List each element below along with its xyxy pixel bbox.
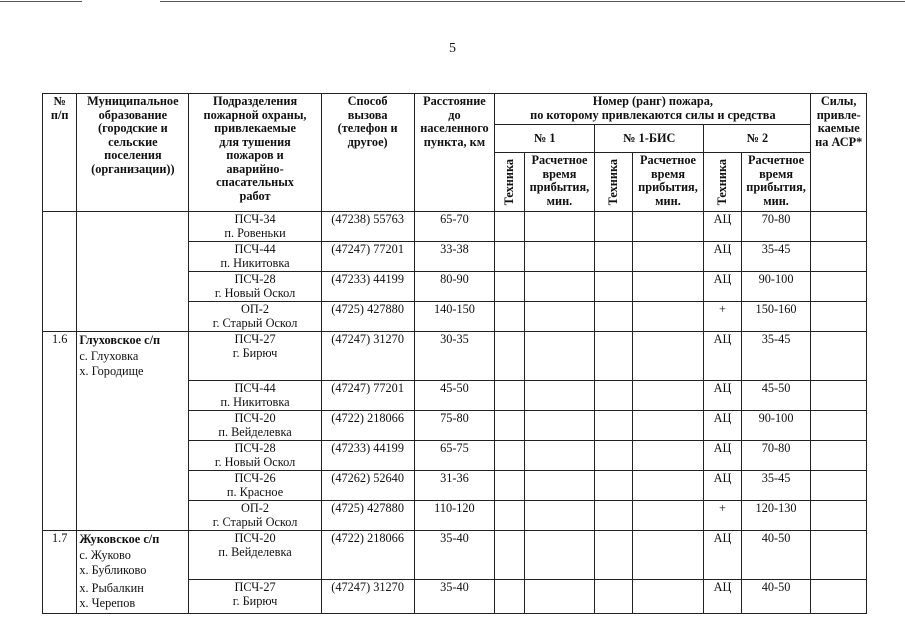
row-arrival-1 (524, 441, 595, 471)
subdivision-place: п. Никитовка (220, 255, 290, 270)
row-tech-2: АЦ (704, 531, 741, 580)
row-arrival-1bis (632, 242, 704, 272)
row-arrival-1 (524, 381, 595, 411)
row-subdivision (189, 531, 321, 580)
row-number (43, 212, 77, 242)
row-distance: 80-90 (414, 272, 495, 302)
row-tech-1bis (595, 332, 632, 381)
row-number (43, 242, 77, 272)
municipality-line: х. Рыбалкин (79, 580, 144, 595)
header-rank-1: № 1 (495, 125, 595, 153)
row-tech-1 (495, 501, 524, 531)
row-tech-1bis (595, 242, 632, 272)
row-distance: 140-150 (414, 302, 495, 332)
row-tech-1 (495, 302, 524, 332)
row-distance: 33-38 (414, 242, 495, 272)
row-number (43, 272, 77, 302)
row-municipality (77, 471, 189, 501)
subdivision-name: ПСЧ-27 (234, 332, 276, 346)
row-tech-1 (495, 332, 524, 381)
row-distance: 30-35 (414, 332, 495, 381)
row-number (43, 501, 77, 531)
row-arrival-1bis (632, 332, 704, 381)
row-number (43, 411, 77, 441)
header-arrival-1bis: Расчетное время прибытия, мин. (632, 153, 704, 212)
header-call-method: Способ вызова (телефон и другое) (321, 94, 414, 212)
row-municipality (77, 212, 189, 242)
table-row (43, 471, 867, 501)
row-arrival-2: 45-50 (741, 381, 811, 411)
row-arrival-2: 90-100 (741, 272, 811, 302)
row-arrival-1 (524, 471, 595, 501)
table-row (43, 381, 867, 411)
row-number (43, 302, 77, 332)
row-tech-2: АЦ (704, 411, 741, 441)
table-row (43, 242, 867, 272)
row-tech-1bis (595, 501, 632, 531)
row-asr (811, 302, 867, 332)
row-tech-1 (495, 381, 524, 411)
row-tech-1 (495, 580, 524, 614)
row-arrival-2: 35-45 (741, 332, 811, 381)
row-distance: 75-80 (414, 411, 495, 441)
table-row (43, 411, 867, 441)
header-fire-rank: Номер (ранг) пожара, по которому привлекаются силы и средства (495, 94, 811, 125)
top-rule-left (0, 1, 82, 2)
row-arrival-1 (524, 272, 595, 302)
row-tech-1 (495, 531, 524, 580)
row-municipality (77, 242, 189, 272)
row-tech-1 (495, 441, 524, 471)
subdivision-place: г. Бирюч (232, 593, 278, 608)
row-arrival-1bis (632, 471, 704, 501)
row-tech-2: + (704, 302, 741, 332)
row-municipality (77, 531, 189, 580)
row-municipality (77, 302, 189, 332)
row-municipality (77, 272, 189, 302)
row-tech-1bis (595, 302, 632, 332)
subdivision-place: г. Старый Оскол (212, 315, 298, 330)
row-tech-1bis (595, 272, 632, 302)
row-asr (811, 272, 867, 302)
subdivision-name: ПСЧ-28 (234, 272, 276, 286)
row-arrival-1 (524, 501, 595, 531)
subdivision-place: п. Вейделевка (218, 544, 292, 559)
row-asr (811, 441, 867, 471)
row-arrival-1 (524, 302, 595, 332)
row-distance: 31-36 (414, 471, 495, 501)
row-number: 1.7 (43, 531, 77, 580)
header-subdivision: Подразделения пожарной охраны, привлекаемые для тушения пожаров и аварийно- спасательных работ (189, 94, 321, 212)
row-asr (811, 531, 867, 580)
row-asr (811, 501, 867, 531)
row-phone: (47262) 52640 (321, 471, 414, 501)
row-tech-1 (495, 471, 524, 501)
header-municipality: Муниципальное образование (городские и сельские поселения (организации)) (77, 94, 189, 212)
row-phone: (47233) 44199 (321, 441, 414, 471)
table-header (43, 94, 867, 212)
subdivision-place: п. Красное (226, 484, 284, 499)
row-arrival-1 (524, 580, 595, 614)
row-arrival-1 (524, 411, 595, 441)
row-phone: (4722) 218066 (321, 531, 414, 580)
row-arrival-1bis (632, 302, 704, 332)
row-number (43, 471, 77, 501)
row-phone: (47247) 31270 (321, 332, 414, 381)
row-subdivision (189, 332, 321, 381)
subdivision-name: ПСЧ-27 (234, 580, 276, 594)
row-arrival-1bis (632, 381, 704, 411)
row-tech-2: АЦ (704, 580, 741, 614)
subdivision-place: п. Ровеньки (224, 225, 286, 240)
subdivision-name: ПСЧ-34 (234, 212, 276, 226)
row-distance: 65-70 (414, 212, 495, 242)
row-municipality (77, 381, 189, 411)
municipality-line: Жуковское с/п (79, 532, 160, 546)
municipality-line: х. Бубликово (79, 563, 147, 577)
row-tech-1 (495, 411, 524, 441)
row-tech-1bis (595, 441, 632, 471)
table-row (43, 501, 867, 531)
subdivision-place: г. Новый Оскол (214, 285, 296, 300)
subdivision-name: ПСЧ-44 (234, 242, 276, 256)
row-tech-1bis (595, 381, 632, 411)
row-tech-2: + (704, 501, 741, 531)
row-municipality (77, 411, 189, 441)
row-tech-2: АЦ (704, 212, 741, 242)
municipality-line: с. Жуково (79, 547, 131, 562)
row-arrival-1 (524, 332, 595, 381)
row-arrival-1bis (632, 441, 704, 471)
table-row (43, 332, 867, 381)
subdivision-name: ПСЧ-20 (234, 411, 276, 425)
row-phone: (4725) 427880 (321, 302, 414, 332)
row-subdivision (189, 212, 321, 242)
header-rank-1bis: № 1-БИС (595, 125, 704, 153)
row-asr (811, 471, 867, 501)
row-arrival-2: 40-50 (741, 580, 811, 614)
row-tech-1bis (595, 411, 632, 441)
row-tech-1 (495, 212, 524, 242)
row-tech-2: АЦ (704, 242, 741, 272)
table-body (43, 212, 867, 614)
row-tech-1 (495, 272, 524, 302)
subdivision-place: п. Никитовка (220, 394, 290, 409)
row-tech-1bis (595, 212, 632, 242)
row-tech-2: АЦ (704, 272, 741, 302)
row-arrival-1 (524, 212, 595, 242)
row-arrival-2: 90-100 (741, 411, 811, 441)
row-arrival-2: 40-50 (741, 531, 811, 580)
municipality-line: Глуховское с/п (79, 333, 161, 347)
row-subdivision (189, 302, 321, 332)
row-tech-2: АЦ (704, 332, 741, 381)
header-tech-2: Техника (704, 153, 741, 212)
page-number: 5 (449, 41, 456, 56)
row-number (43, 580, 77, 614)
table-row (43, 272, 867, 302)
row-arrival-2: 150-160 (741, 302, 811, 332)
row-subdivision (189, 501, 321, 531)
row-arrival-2: 70-80 (741, 212, 811, 242)
row-asr (811, 381, 867, 411)
subdivision-name: ОП-2 (241, 501, 270, 515)
row-subdivision (189, 441, 321, 471)
row-subdivision (189, 242, 321, 272)
row-asr (811, 411, 867, 441)
row-arrival-2: 120-130 (741, 501, 811, 531)
header-tech-1bis: Техника (595, 153, 632, 212)
row-arrival-1bis (632, 580, 704, 614)
table-row (43, 212, 867, 242)
subdivision-place: п. Вейделевка (218, 424, 292, 439)
row-distance: 45-50 (414, 381, 495, 411)
subdivision-name: ПСЧ-20 (234, 531, 276, 545)
row-tech-2: АЦ (704, 471, 741, 501)
header-arrival-1: Расчетное время прибытия, мин. (524, 153, 595, 212)
row-subdivision (189, 381, 321, 411)
row-tech-1bis (595, 531, 632, 580)
row-municipality (77, 501, 189, 531)
row-distance: 35-40 (414, 580, 495, 614)
table-row (43, 302, 867, 332)
forces-table (42, 93, 867, 614)
row-municipality (77, 580, 189, 614)
row-municipality (77, 441, 189, 471)
row-phone: (4722) 218066 (321, 411, 414, 441)
row-arrival-1bis (632, 212, 704, 242)
municipality-line: х. Черепов (79, 596, 136, 610)
row-arrival-1 (524, 242, 595, 272)
row-arrival-1bis (632, 501, 704, 531)
header-num: № п/п (43, 94, 77, 212)
row-asr (811, 212, 867, 242)
header-arrival-2: Расчетное время прибытия, мин. (741, 153, 811, 212)
row-arrival-1bis (632, 272, 704, 302)
header-tech-1: Техника (495, 153, 524, 212)
subdivision-place: г. Новый Оскол (214, 454, 296, 469)
row-tech-2: АЦ (704, 441, 741, 471)
row-arrival-1bis (632, 411, 704, 441)
row-asr (811, 580, 867, 614)
row-phone: (47247) 31270 (321, 580, 414, 614)
row-tech-1 (495, 242, 524, 272)
row-phone: (47238) 55763 (321, 212, 414, 242)
subdivision-place: г. Старый Оскол (212, 514, 298, 529)
row-number (43, 381, 77, 411)
subdivision-place: г. Бирюч (232, 345, 278, 360)
row-phone: (47233) 44199 (321, 272, 414, 302)
subdivision-name: ОП-2 (241, 302, 270, 316)
subdivision-name: ПСЧ-26 (234, 471, 276, 485)
row-distance: 65-75 (414, 441, 495, 471)
row-number (43, 441, 77, 471)
table-row (43, 531, 867, 580)
row-number: 1.6 (43, 332, 77, 381)
subdivision-name: ПСЧ-28 (234, 441, 276, 455)
row-subdivision (189, 580, 321, 614)
municipality-line: с. Глуховка (79, 348, 139, 363)
row-subdivision (189, 411, 321, 441)
row-asr (811, 242, 867, 272)
row-tech-1bis (595, 580, 632, 614)
row-asr (811, 332, 867, 381)
table-row (43, 441, 867, 471)
header-distance: Расстояние до населенного пункта, км (414, 94, 495, 212)
row-tech-1bis (595, 471, 632, 501)
subdivision-name: ПСЧ-44 (234, 381, 276, 395)
table-row (43, 580, 867, 614)
row-municipality (77, 332, 189, 381)
row-distance: 35-40 (414, 531, 495, 580)
row-subdivision (189, 471, 321, 501)
header-rank-2: № 2 (704, 125, 811, 153)
row-phone: (47247) 77201 (321, 242, 414, 272)
top-rule-right (160, 1, 905, 2)
row-arrival-2: 35-45 (741, 471, 811, 501)
municipality-line: х. Городище (79, 364, 144, 378)
row-tech-2: АЦ (704, 381, 741, 411)
row-phone: (4725) 427880 (321, 501, 414, 531)
row-distance: 110-120 (414, 501, 495, 531)
row-phone: (47247) 77201 (321, 381, 414, 411)
row-arrival-2: 35-45 (741, 242, 811, 272)
row-arrival-2: 70-80 (741, 441, 811, 471)
header-asr: Силы, привле- каемые на АСР* (811, 94, 867, 212)
row-arrival-1bis (632, 531, 704, 580)
row-arrival-1 (524, 531, 595, 580)
row-subdivision (189, 272, 321, 302)
